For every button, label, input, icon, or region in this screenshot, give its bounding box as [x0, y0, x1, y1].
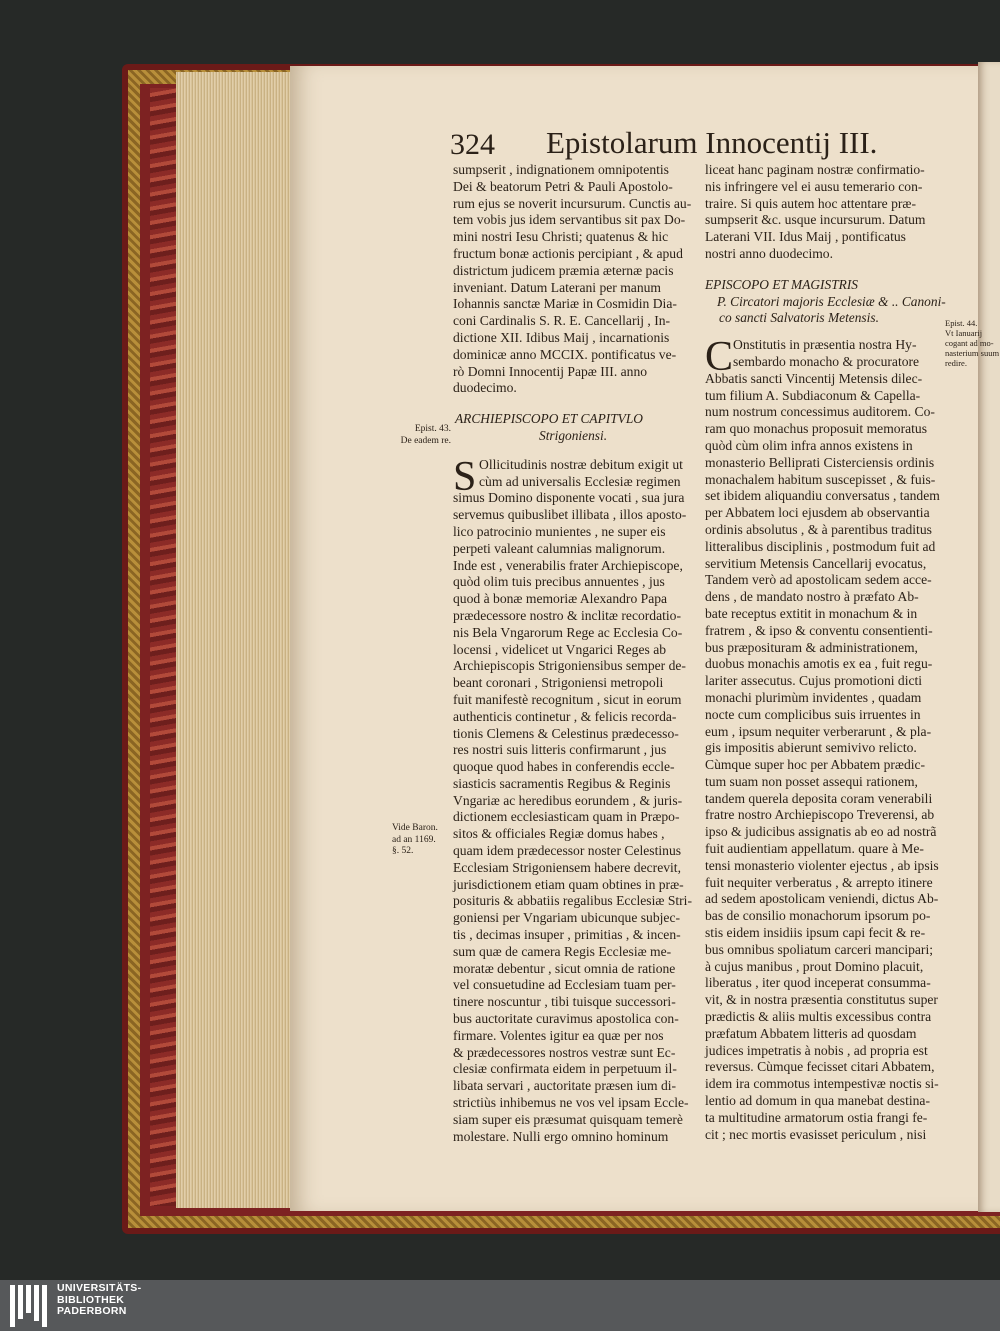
- footer-bar: [0, 1280, 1000, 1331]
- text-line: lentio ad domum in qua manebat destina-: [705, 1093, 930, 1109]
- text-line: judices impetratis à nobis , ad propria est: [705, 1042, 928, 1058]
- text-line: jurisdictionem etiam quam obtines in præ-: [453, 876, 684, 892]
- library-line-2: BIBLIOTHEK: [57, 1293, 125, 1306]
- text-line: & prædecessores nostros vestræ sunt Ec-: [453, 1044, 676, 1060]
- text-line: sembardo monacho & procuratore: [733, 353, 920, 369]
- text-line: idem ira commotus intempestivæ noctis si-: [705, 1076, 939, 1092]
- margin-note-baronius: [392, 823, 438, 858]
- facing-page-edge: [978, 62, 1000, 1212]
- text-line: eum , ipsum nequiter verberarunt , & pla-: [705, 723, 932, 739]
- right-column: [705, 162, 945, 1143]
- library-line-3: PADERBORN: [57, 1305, 127, 1317]
- text-line: ta multitudine armatorum ostia frangi fe-: [705, 1109, 928, 1125]
- library-line-1: UNIVERSITÄTS-: [57, 1282, 142, 1294]
- text-line: prædictis & aliis multis excessibus contra: [705, 1009, 932, 1025]
- text-line: locensi , videlicet ut Vngarici Reges ab: [453, 641, 667, 657]
- text-line: strictiùs inhibemus ne vos vel ipsam Eccle-: [453, 1095, 689, 1111]
- text-line: districtum judicem præmia æternæ pacis: [453, 262, 674, 278]
- text-line: tum filium A. Subdiaconum & Capella-: [705, 387, 921, 403]
- text-line: reversus. Cùmque fecisset citari Abbatem,: [705, 1059, 935, 1075]
- margin-note-line: De eadem re.: [400, 435, 451, 446]
- text-line: nocte cum complicibus suis irruentes in: [705, 706, 921, 722]
- text-line: nis infringere vel ei ausu temerario con-: [705, 178, 923, 194]
- text-line: bas de consilio monachorum ipsorum po-: [705, 908, 931, 924]
- text-line: servitium Metensis Cancellarij evocatus,: [705, 555, 927, 571]
- text-line: bus omnibus spoliatum carceri mancipari;: [705, 941, 934, 957]
- right-heading-1: EPISCOPO ET MAGISTRIS: [705, 276, 858, 292]
- text-line: bate receptus extitit in monachum & in: [705, 605, 918, 621]
- text-line: dictionem ecclesiasticam quam in Præpo-: [453, 809, 680, 825]
- margin-note-line: nasterium suum: [945, 348, 1000, 358]
- text-line: posituris & abbatiis regalibus Ecclesiæ Stri-: [453, 893, 692, 909]
- text-line: fructum bonæ actionis percipiant , & apud: [453, 245, 683, 261]
- margin-note-line: ad an 1169.: [392, 834, 436, 845]
- text-line: sum quæ de camera Regis Ecclesiæ me-: [453, 943, 672, 959]
- left-heading-1: ARCHIEPISCOPO ET CAPITVLO: [455, 411, 643, 427]
- text-line: clesiæ confirmata eidem in perpetuum il-: [453, 1061, 677, 1077]
- text-line: litteralibus disciplinis , postmodum fuit ad: [705, 538, 936, 554]
- text-line: quoque quod habes in conferendis eccle-: [453, 759, 675, 775]
- text-line: tis , decimas insuper , primitias , & incen-: [453, 927, 681, 943]
- text-line: sitos & officiales Regiæ domus habes ,: [453, 826, 665, 842]
- text-line: siam super eis præsumat quisquam temerè: [453, 1111, 683, 1127]
- right-heading-2: P. Circatori majoris Ecclesiæ & .. Canoni-: [717, 293, 946, 309]
- margin-note-line: Vt Ianuarij: [945, 328, 983, 338]
- text-line: vit, & in nostra præsentia constitutus super: [705, 992, 938, 1008]
- text-line: firmare. Volentes igitur ea quæ per nos: [453, 1027, 664, 1043]
- margin-note-line: cogant ad mo-: [945, 338, 994, 348]
- text-line: monachalem habitum suscepisset , & fuis-: [705, 471, 936, 487]
- margin-note-epist-43: [393, 424, 451, 447]
- text-line: liberatus , iter quod inceperat consumma-: [705, 975, 931, 991]
- text-line: siasticis sacramentis Regibus & Reginis: [453, 775, 671, 791]
- margin-note-line: Epist. 43.: [414, 424, 451, 434]
- left-column-top-text: [453, 162, 695, 397]
- text-line: Iohannis sanctæ Mariæ in Cosmidin Dia-: [453, 296, 677, 312]
- text-line: Onstitutis in præsentia nostra Hy-: [733, 337, 917, 353]
- right-heading-3: co sancti Salvatoris Metensis.: [719, 310, 879, 326]
- text-line: prædecessore nostro & inclitæ recordatio-: [453, 607, 682, 623]
- text-line: monasterio Belliprati Cisterciensis ordinis: [705, 454, 935, 470]
- text-line: liceat hanc paginam nostræ confirmatio-: [705, 162, 925, 177]
- text-line: servemus quibuslibet illibata , illos aposto-: [453, 507, 687, 523]
- running-title: Epistolarum Innocentij III.: [546, 125, 878, 160]
- text-line: tandem querela deposita coram venerabili: [705, 790, 933, 806]
- text-line: duobus monachis amotis ex ea , fuit regu-: [705, 656, 933, 672]
- text-line: Cùmque super hoc per Abbatem prædic-: [705, 757, 926, 773]
- text-line: tensi monasterio violenter ejectus , ab ipsis: [705, 857, 939, 873]
- marbled-endpaper: [150, 88, 176, 1206]
- page-number: 324: [450, 128, 495, 161]
- left-letter-text: [453, 453, 695, 1146]
- text-line: libata servari , auctoritate præsen ium di-: [453, 1078, 677, 1094]
- text-line: num nostrum concessimus auditorem. Co-: [705, 404, 935, 420]
- text-line: fuit manifestè recognitum , sicut in eorum: [453, 691, 682, 707]
- left-heading-2: Strigoniensi.: [539, 427, 608, 443]
- margin-note-epist-44: [945, 318, 999, 368]
- text-line: beant coronari , Strigoniensi metropoli: [453, 675, 664, 691]
- text-line: stis eidem insidiis ipsum capi fecit & re-: [705, 925, 926, 941]
- text-line: lariter assecutus. Cujus promotioni dicti: [705, 673, 923, 689]
- text-line: bus præposituram & administrationem,: [705, 639, 918, 655]
- text-line: ram quo monachus proposuit memoratus: [705, 421, 927, 437]
- page-edges: [176, 72, 298, 1208]
- text-line: authenticis continetur , & felicis recorda-: [453, 708, 677, 724]
- text-line: Dei & beatorum Petri & Pauli Apostolo-: [453, 178, 673, 194]
- text-line: rum ejus se noverit incursurum. Cunctis au-: [453, 195, 692, 211]
- text-line: Laterani VII. Idus Maij , pontificatus: [705, 229, 906, 245]
- text-line: præfatum Abbatem litteris ad quosdam: [705, 1025, 917, 1041]
- text-line: Tandem verò ad apostolicam sedem acce-: [705, 572, 932, 588]
- text-line: lico patrocinio munientes , ne super eis: [453, 523, 666, 539]
- text-line: traire. Si quis autem hoc attentare præ-: [705, 195, 917, 211]
- right-letter-text: [705, 334, 945, 1143]
- text-line: molestare. Nulli ergo omnino hominum: [453, 1128, 669, 1144]
- text-line: rò Domni Innocentij Papæ III. anno: [453, 363, 648, 379]
- margin-note-line: Epist. 44.: [945, 318, 978, 328]
- drop-cap-c: C: [705, 334, 734, 381]
- text-line: cit ; nec mortis evasisset periculum , nisi: [705, 1126, 927, 1142]
- text-line: tinere noscuntur , tibi tuisque successori-: [453, 994, 676, 1010]
- text-line: tem vobis jus idem servantibus sit pax Do-: [453, 212, 686, 228]
- text-line: nis Bela Vngarorum Rege ac Ecclesia Co-: [453, 624, 683, 640]
- text-line: sumpserit , indignationem omnipotentis: [453, 162, 669, 177]
- text-line: gis impositis abierunt semivivo relicto.: [705, 740, 917, 756]
- text-line: Vngariæ ac heredibus eorundem , & juris-: [453, 792, 683, 808]
- text-line: per Abbatem loci ejusdem ab observantia: [705, 505, 930, 521]
- text-line: Archiepiscopis Strigoniensibus semper de-: [453, 658, 686, 674]
- text-line: tionis Clemens & Celestinus prædecesso-: [453, 725, 679, 741]
- text-line: duodecimo.: [453, 380, 517, 396]
- text-line: dens , de mandato nostro à præfato Ab-: [705, 589, 919, 605]
- text-line: quòd cùm olim infra annos existens in: [705, 437, 913, 453]
- text-line: fratrem , & ipso & conventu consentienti-: [705, 622, 933, 638]
- text-line: ipso & judicibus assignatis ab eo ad nostrã: [705, 824, 937, 840]
- text-line: monachi plurimùm invidentes , quadam: [705, 689, 922, 705]
- text-line: fuit nequiter verberatus , & arrepto itinere: [705, 874, 933, 890]
- library-logo-icon: [10, 1285, 52, 1327]
- text-line: res nostri suis litteris confirmarunt , jus: [453, 742, 667, 758]
- margin-note-line: redire.: [945, 358, 967, 368]
- text-line: bus auctoritate curavimus apostolica con-: [453, 1011, 679, 1027]
- text-line: Abbatis sancti Vincentij Metensis dilec-: [705, 370, 923, 386]
- margin-note-line: §. 52.: [392, 846, 414, 856]
- right-column-top-text: [705, 162, 945, 263]
- text-line: quòd olim tuis precibus annuentes , jus: [453, 574, 665, 590]
- text-line: Ollicitudinis nostræ debitum exigit ut: [479, 456, 683, 472]
- text-line: goniensi per Vngariam ubicunque subjec-: [453, 910, 681, 926]
- left-column: [453, 162, 695, 1145]
- text-line: fuit audientiam appellatum. quare à Me-: [705, 841, 924, 857]
- text-line: tum suam non posset assequi rationem,: [705, 773, 918, 789]
- text-line: sumpserit &c. usque incursurum. Datum: [705, 212, 926, 228]
- text-line: à cujus manibus , prout Domino placuit,: [705, 958, 924, 974]
- text-line: moratæ debentur , sicut omnia de ratione: [453, 960, 676, 976]
- margin-note-line: Vide Baron.: [392, 823, 438, 833]
- text-line: perpeti valeant calumnias malignorum.: [453, 540, 666, 556]
- text-line: ordinis absolutus , & à parentibus traditus: [705, 521, 932, 537]
- text-line: quam idem prædecessor noster Celestinus: [453, 843, 682, 859]
- text-line: Ecclesiam Strigoniensem habere decrevit,: [453, 859, 681, 875]
- text-line: cùm ad universalis Ecclesiæ regimen: [479, 473, 681, 489]
- text-line: inveniant. Datum Laterani per manum: [453, 279, 661, 295]
- text-line: dominicæ anno MCCIX. pontificatus ve-: [453, 346, 677, 362]
- text-line: simus Domino disponente vocati , sua jura: [453, 490, 685, 506]
- drop-cap-s: S: [453, 453, 477, 500]
- library-name: [57, 1283, 141, 1318]
- text-line: ad sedem apostolicam veniendi, dictus Ab-: [705, 891, 939, 907]
- text-line: coni Cardinalis S. R. E. Cancellarij , In-: [453, 313, 671, 329]
- text-line: nostri anno duodecimo.: [705, 245, 833, 261]
- text-line: dictione XII. Idibus Maij , incarnationis: [453, 329, 670, 345]
- text-line: mini nostri Iesu Christi; quatenus & hic: [453, 229, 669, 245]
- text-line: Inde est , venerabilis frater Archiepiscope,: [453, 557, 683, 573]
- text-line: set ibidem aliquandiu conversatus , tandem: [705, 488, 940, 504]
- text-line: vel consuetudine ad Ecclesiam tuam per-: [453, 977, 676, 993]
- text-line: fratre nostro Archiepiscopo Treverensi, ab: [705, 807, 935, 823]
- text-line: quod à bonæ memoriæ Alexandro Papa: [453, 591, 668, 607]
